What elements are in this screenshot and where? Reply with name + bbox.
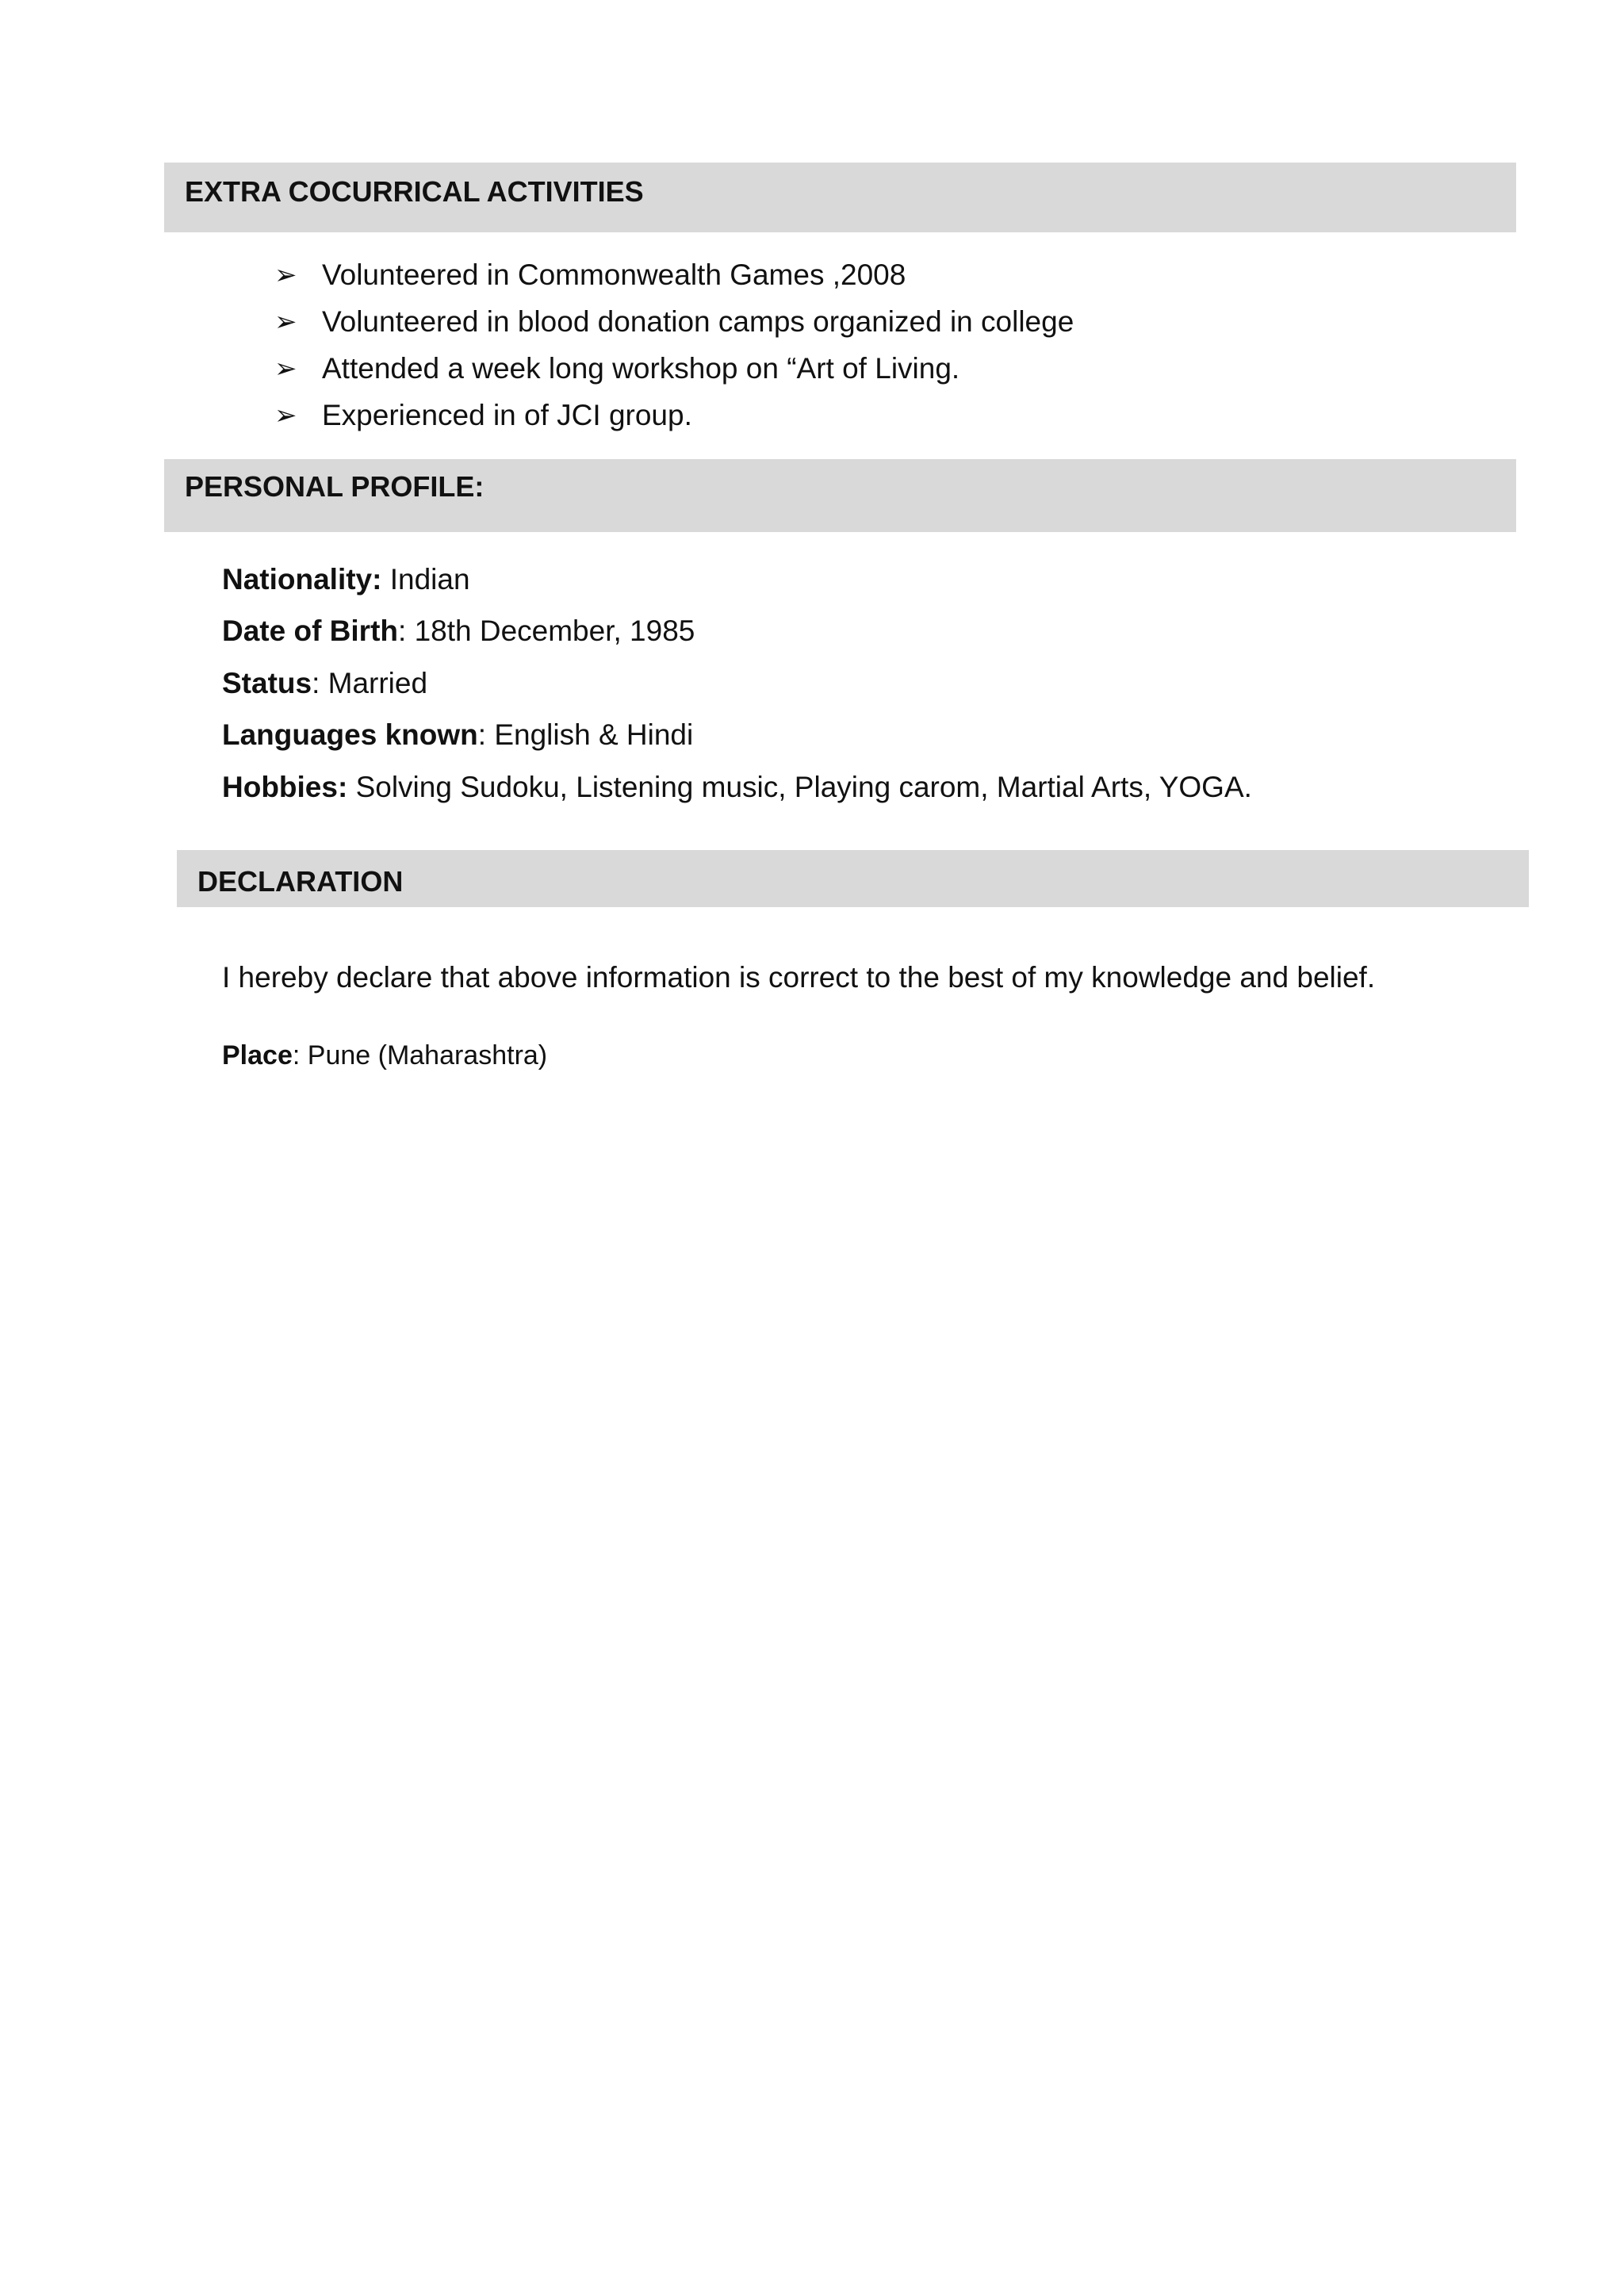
place-label: Place — [222, 1040, 293, 1070]
profile-row-hobbies — [222, 761, 1252, 814]
field-label: Languages known — [222, 718, 478, 752]
list-item — [274, 392, 1074, 439]
field-label: Hobbies: — [222, 770, 348, 803]
field-separator: : — [398, 615, 415, 648]
section-title: PERSONAL PROFILE: — [185, 470, 485, 503]
personal-profile-details — [222, 553, 1252, 814]
arrowhead-bullet-icon: ➢ — [274, 353, 297, 384]
list-item-text: Experienced in of JCI group. — [322, 398, 692, 431]
section-title: EXTRA COCURRICAL ACTIVITIES — [185, 175, 644, 208]
list-item — [274, 298, 1074, 345]
list-item — [274, 345, 1074, 392]
field-value: Solving Sudoku, Listening music, Playing carom, Martial Arts, YOGA. — [355, 770, 1252, 803]
profile-row-nationality — [222, 553, 1252, 606]
section-header-personal-profile — [164, 459, 1516, 532]
arrowhead-bullet-icon: ➢ — [274, 306, 297, 337]
section-header-declaration — [177, 850, 1529, 907]
list-item-text: Volunteered in Commonwealth Games ,2008 — [322, 258, 906, 291]
list-item-text: Attended a week long workshop on “Art of Living. — [322, 351, 960, 385]
section-title: DECLARATION — [197, 865, 404, 898]
field-separator — [347, 771, 355, 804]
field-separator — [381, 563, 389, 596]
place-separator: : — [292, 1040, 308, 1070]
field-label: Date of Birth — [222, 615, 398, 648]
field-value: Indian — [389, 562, 470, 596]
field-value: Married — [327, 666, 428, 699]
arrowhead-bullet-icon: ➢ — [274, 400, 297, 431]
field-label: Status — [222, 666, 312, 699]
field-label: Nationality: — [222, 562, 382, 596]
declaration-statement: I hereby declare that above information is correct to the best of my knowledge and belief. — [222, 961, 1376, 994]
profile-row-status — [222, 657, 1252, 710]
field-separator: : — [477, 718, 495, 752]
profile-row-languages — [222, 710, 1252, 762]
list-item-text: Volunteered in blood donation camps organized in college — [322, 304, 1074, 338]
section-header-extra-activities — [164, 163, 1516, 232]
list-item — [274, 251, 1074, 298]
activities-list — [274, 251, 1074, 439]
place-value: Pune (Maharashtra) — [307, 1040, 548, 1070]
field-value: English & Hindi — [494, 718, 694, 752]
field-separator: : — [312, 666, 328, 699]
field-value: 18th December, 1985 — [414, 615, 695, 648]
place-line — [222, 1040, 547, 1071]
profile-row-date-of-birth — [222, 606, 1252, 658]
arrowhead-bullet-icon: ➢ — [274, 259, 297, 290]
